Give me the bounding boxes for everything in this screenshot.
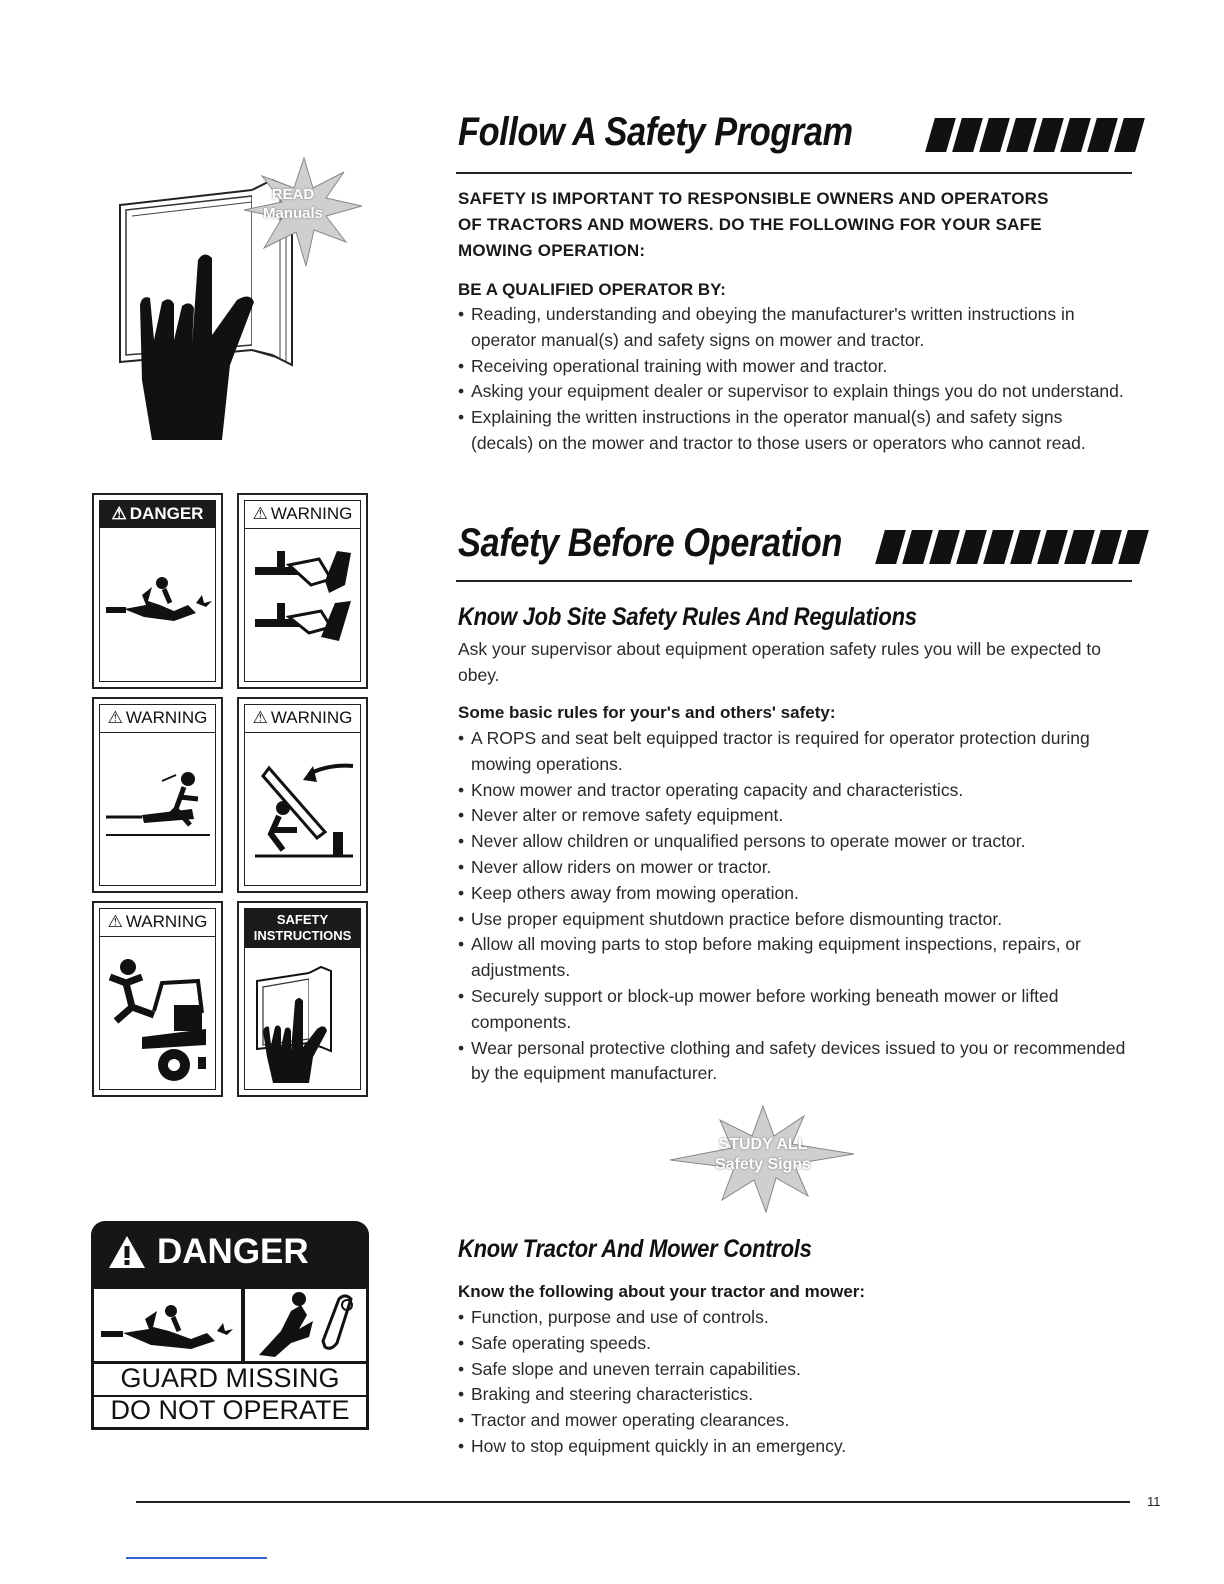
title-stripes-decoration [880, 530, 1144, 564]
read-manual-illustration [112, 150, 402, 450]
list-item: • Securely support or block-up mower before working beneath mower or lifted components. [458, 984, 1128, 1036]
alert-triangle-icon: ⚠ [107, 912, 123, 931]
decal-header: ⚠ WARNING [99, 704, 216, 733]
entanglement-pictogram [99, 1301, 239, 1359]
list-item: • How to stop equipment quickly in an emergency. [458, 1434, 1128, 1460]
subsection-title-controls: Know Tractor And Mower Controls [458, 1235, 812, 1263]
decal-header: ⚠ WARNING [99, 908, 216, 937]
starburst-line: READ [271, 186, 315, 203]
danger-guard-missing-decal [91, 1221, 369, 1430]
alert-triangle-icon: ⚠ [111, 504, 127, 523]
decal-warning-rollover [92, 901, 223, 1097]
rollover-pictogram [102, 953, 216, 1083]
list-item: • Wear personal protective clothing and safety devices issued to you or recommended by the equipment manufacturer. [458, 1036, 1128, 1088]
study-starburst-text [700, 1135, 826, 1175]
list-item: • Keep others away from mowing operation. [458, 881, 1128, 907]
read-manuals-starburst-text [258, 185, 328, 223]
list-item: • Never allow riders on mower or tractor. [458, 855, 1128, 881]
alert-triangle-icon: ⚠ [252, 708, 268, 727]
starburst-line: Safety Signs [714, 1156, 812, 1173]
section-title-follow-safety-program: Follow A Safety Program [458, 110, 853, 154]
starburst-line: Manuals [262, 205, 323, 222]
list-item: • Explaining the written instructions in the operator manual(s) and safety signs (decals) on the mower and tractor to those users or operators who cannot read. [458, 405, 1128, 457]
controls-subheading: Know the following about your tractor and mower: [458, 1282, 866, 1301]
jobsite-intro: Ask your supervisor about equipment operation safety rules you will be expected to obey. [458, 639, 1101, 685]
list-item: • Function, purpose and use of controls. [458, 1305, 1128, 1331]
jobsite-bullet-list [458, 726, 1128, 1087]
list-item: • Asking your equipment dealer or supervisor to explain things you do not understand. [458, 379, 1128, 405]
entanglement-pictogram [104, 565, 214, 635]
crush-pictogram [249, 545, 359, 675]
hand-guard-pictogram [251, 1291, 361, 1361]
follow-bullet-list [458, 302, 1128, 457]
follow-subheading: BE A QUALIFIED OPERATOR BY: [458, 280, 726, 299]
controls-bullet-list [458, 1305, 1128, 1460]
list-item: • A ROPS and seat belt equipped tractor is required for operator protection during mowing operations. [458, 726, 1128, 778]
decal-header: ⚠ WARNING [244, 500, 361, 529]
decal-header: SAFETY INSTRUCTIONS [244, 908, 361, 948]
decal-header: ⚠ DANGER [99, 500, 216, 528]
jobsite-subheading: Some basic rules for your's and others' safety: [458, 703, 836, 722]
list-item: • Safe operating speeds. [458, 1331, 1128, 1357]
list-item: • Tractor and mower operating clearances. [458, 1408, 1128, 1434]
alert-triangle-icon: ⚠ [252, 504, 268, 523]
falling-deck-pictogram [249, 754, 359, 864]
starburst-line: STUDY ALL [718, 1136, 808, 1153]
footer-link-line [126, 1557, 267, 1559]
list-item: • Know mower and tractor operating capacity and characteristics. [458, 778, 1128, 804]
list-item: • Braking and steering characteristics. [458, 1382, 1128, 1408]
subsection-title-job-site: Know Job Site Safety Rules And Regulations [458, 603, 917, 631]
follow-intro: SAFETY IS IMPORTANT TO RESPONSIBLE OWNERS AND OPERATORS OF TRACTORS AND MOWERS. DO THE FOLLOWING FOR YOUR SAFE MOWING OPERATION: [458, 189, 1049, 260]
title-underline [456, 580, 1132, 582]
alert-triangle-icon: ⚠ [107, 708, 123, 727]
decal-danger-entanglement [92, 493, 223, 689]
decal-warning-hand [237, 493, 368, 689]
list-item: • Never allow children or unqualified persons to operate mower or tractor. [458, 829, 1128, 855]
page-number: 11 [1147, 1494, 1161, 1509]
title-stripes-decoration [930, 118, 1140, 152]
list-item: • Use proper equipment shutdown practice before dismounting tractor. [458, 907, 1128, 933]
decal-header: ⚠ WARNING [244, 704, 361, 733]
footer-rule [136, 1501, 1130, 1503]
title-underline [456, 172, 1132, 174]
decal-warning-thrown-objects [92, 697, 223, 893]
big-danger-title: DANGER [157, 1232, 309, 1271]
list-item: • Reading, understanding and obeying the manufacturer's written instructions in operator manual(s) and safety signs on mower and tractor. [458, 302, 1128, 354]
thrown-object-pictogram [102, 769, 214, 849]
read-manual-pictogram [249, 961, 359, 1086]
alert-triangle-icon [107, 1234, 147, 1270]
list-item: • Safe slope and uneven terrain capabilities. [458, 1357, 1128, 1383]
big-danger-line1: GUARD MISSING [120, 1363, 340, 1393]
section-title-safety-before-operation: Safety Before Operation [458, 521, 842, 565]
list-item: • Receiving operational training with mower and tractor. [458, 354, 1128, 380]
decal-warning-crush [237, 697, 368, 893]
big-danger-line2: DO NOT OPERATE [110, 1395, 350, 1425]
list-item: • Allow all moving parts to stop before making equipment inspections, repairs, or adjustments. [458, 932, 1128, 984]
list-item: • Never alter or remove safety equipment. [458, 803, 1128, 829]
decal-safety-instructions [237, 901, 368, 1097]
